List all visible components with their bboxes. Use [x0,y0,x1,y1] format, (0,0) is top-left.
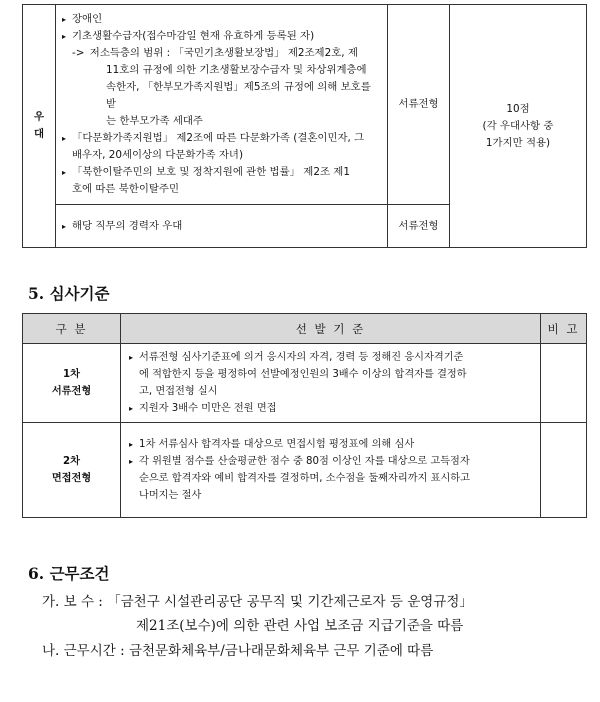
column-header: 구 분 [23,314,121,344]
criteria-description [121,344,541,423]
list-item: ▸ 지원자 3배수 미만은 전원 면접 [129,400,534,417]
criteria-header-row [23,314,587,344]
table-row [23,344,587,423]
preferential-method: 서류전형 [388,5,450,205]
table-row [23,423,587,518]
pay-label: 가. 보 수 : [42,594,103,610]
section-heading-conditions: 6. 근무조건 [28,564,110,583]
category-char: 우 [33,111,45,123]
hours-label: 나. 근무시간 : [42,643,125,659]
preferential-category [23,5,56,248]
list-item: ▸ 해당 직무의 경력자 우대 [62,218,383,235]
column-header: 선 발 기 준 [121,314,541,344]
remarks-cell [541,423,587,518]
stage-label: 2차 면접전형 [23,423,121,518]
preferential-method: 서류전형 [388,205,450,248]
column-header: 비 고 [541,314,587,344]
stage-label: 1차 서류전형 [23,344,121,423]
list-item: ▸ 「다문화가족지원법」 제2조에 따른 다문화가족 (결혼이민자, 그 배우자, 20세이상의 다문화가족 자녀) [62,130,383,164]
low-income-definition: -> 저소득층의 범위 : 「국민기초생활보장법」 제2조제2호, 제 [72,47,358,59]
preferential-row-main [23,5,587,205]
list-item: ▸ 기초생활수급자(접수마감일 현재 유효하게 등록된 자) [62,28,383,45]
hours-value: 금천문화체육부/금나래문화체육부 근무 기준에 따름 [128,643,434,659]
preferential-points: 10점 (각 우대사항 중 1가지만 적용) [450,5,587,248]
arrow-icon: -> [72,47,85,59]
section-heading-criteria: 5. 심사기준 [28,284,110,303]
list-item: ▸ 서류전형 심사기준표에 의거 응시자의 자격, 경력 등 정해진 응시자격기준 에 적합한지 등을 평정하여 선발예정인원의 3배수 이상의 합격자를 결정하 고, 면접전형 실시 [129,349,534,400]
preferential-items-cell: ▸ 장애인 ▸ 기초생활수급자(접수마감일 현재 유효하게 등록된 자) -> 저소득층의 범위 : 「국민기초생활보장법」 제2조제2호, 제 11호의 규정에 의한 기초생활보장수급자 및 차상위계층에 속한자, 「한부모가족지원법」제5조의 규정에 의해 보호를 받 는 한부모가족 세대주 ▸ 「다문화가족지원법」 제2조에 따른 다문화가족 (결혼이민자, 그 배우자, 20세이상의 다문화가족 자녀) ▸ 「북한이탈주민의 보호 및 정착지원에 관한 법률」 제2조 제1 호에 따른 북한이탈주민 [56,5,388,205]
pay-value: 「금천구 시설관리공단 공무직 및 기간제근로자 등 운영규정」 [107,594,473,610]
hours-condition [42,639,433,659]
criteria-table [22,313,587,518]
pay-condition-continued: 제21조(보수)에 의한 관련 사업 보조금 지급기준을 따름 [136,618,464,634]
pay-condition [42,590,473,610]
category-char: 대 [33,128,45,140]
list-item: ▸ 1차 서류심사 합격자를 대상으로 면접시험 평정표에 의해 심사 [129,436,534,453]
preferential-table [22,4,587,248]
remarks-cell [541,344,587,423]
criteria-description [121,423,541,518]
list-item: ▸ 「북한이탈주민의 보호 및 정착지원에 관한 법률」 제2조 제1 호에 따른 북한이탈주민 [62,164,383,198]
list-item: ▸ 각 위원별 점수를 산술평균한 점수 중 80점 이상인 자를 대상으로 고득점자 순으로 합격자와 예비 합격자를 결정하며, 소수점을 둘째자리까지 표시하고 나머지는 절사 [129,453,534,504]
list-item: ▸ 장애인 [62,11,383,28]
